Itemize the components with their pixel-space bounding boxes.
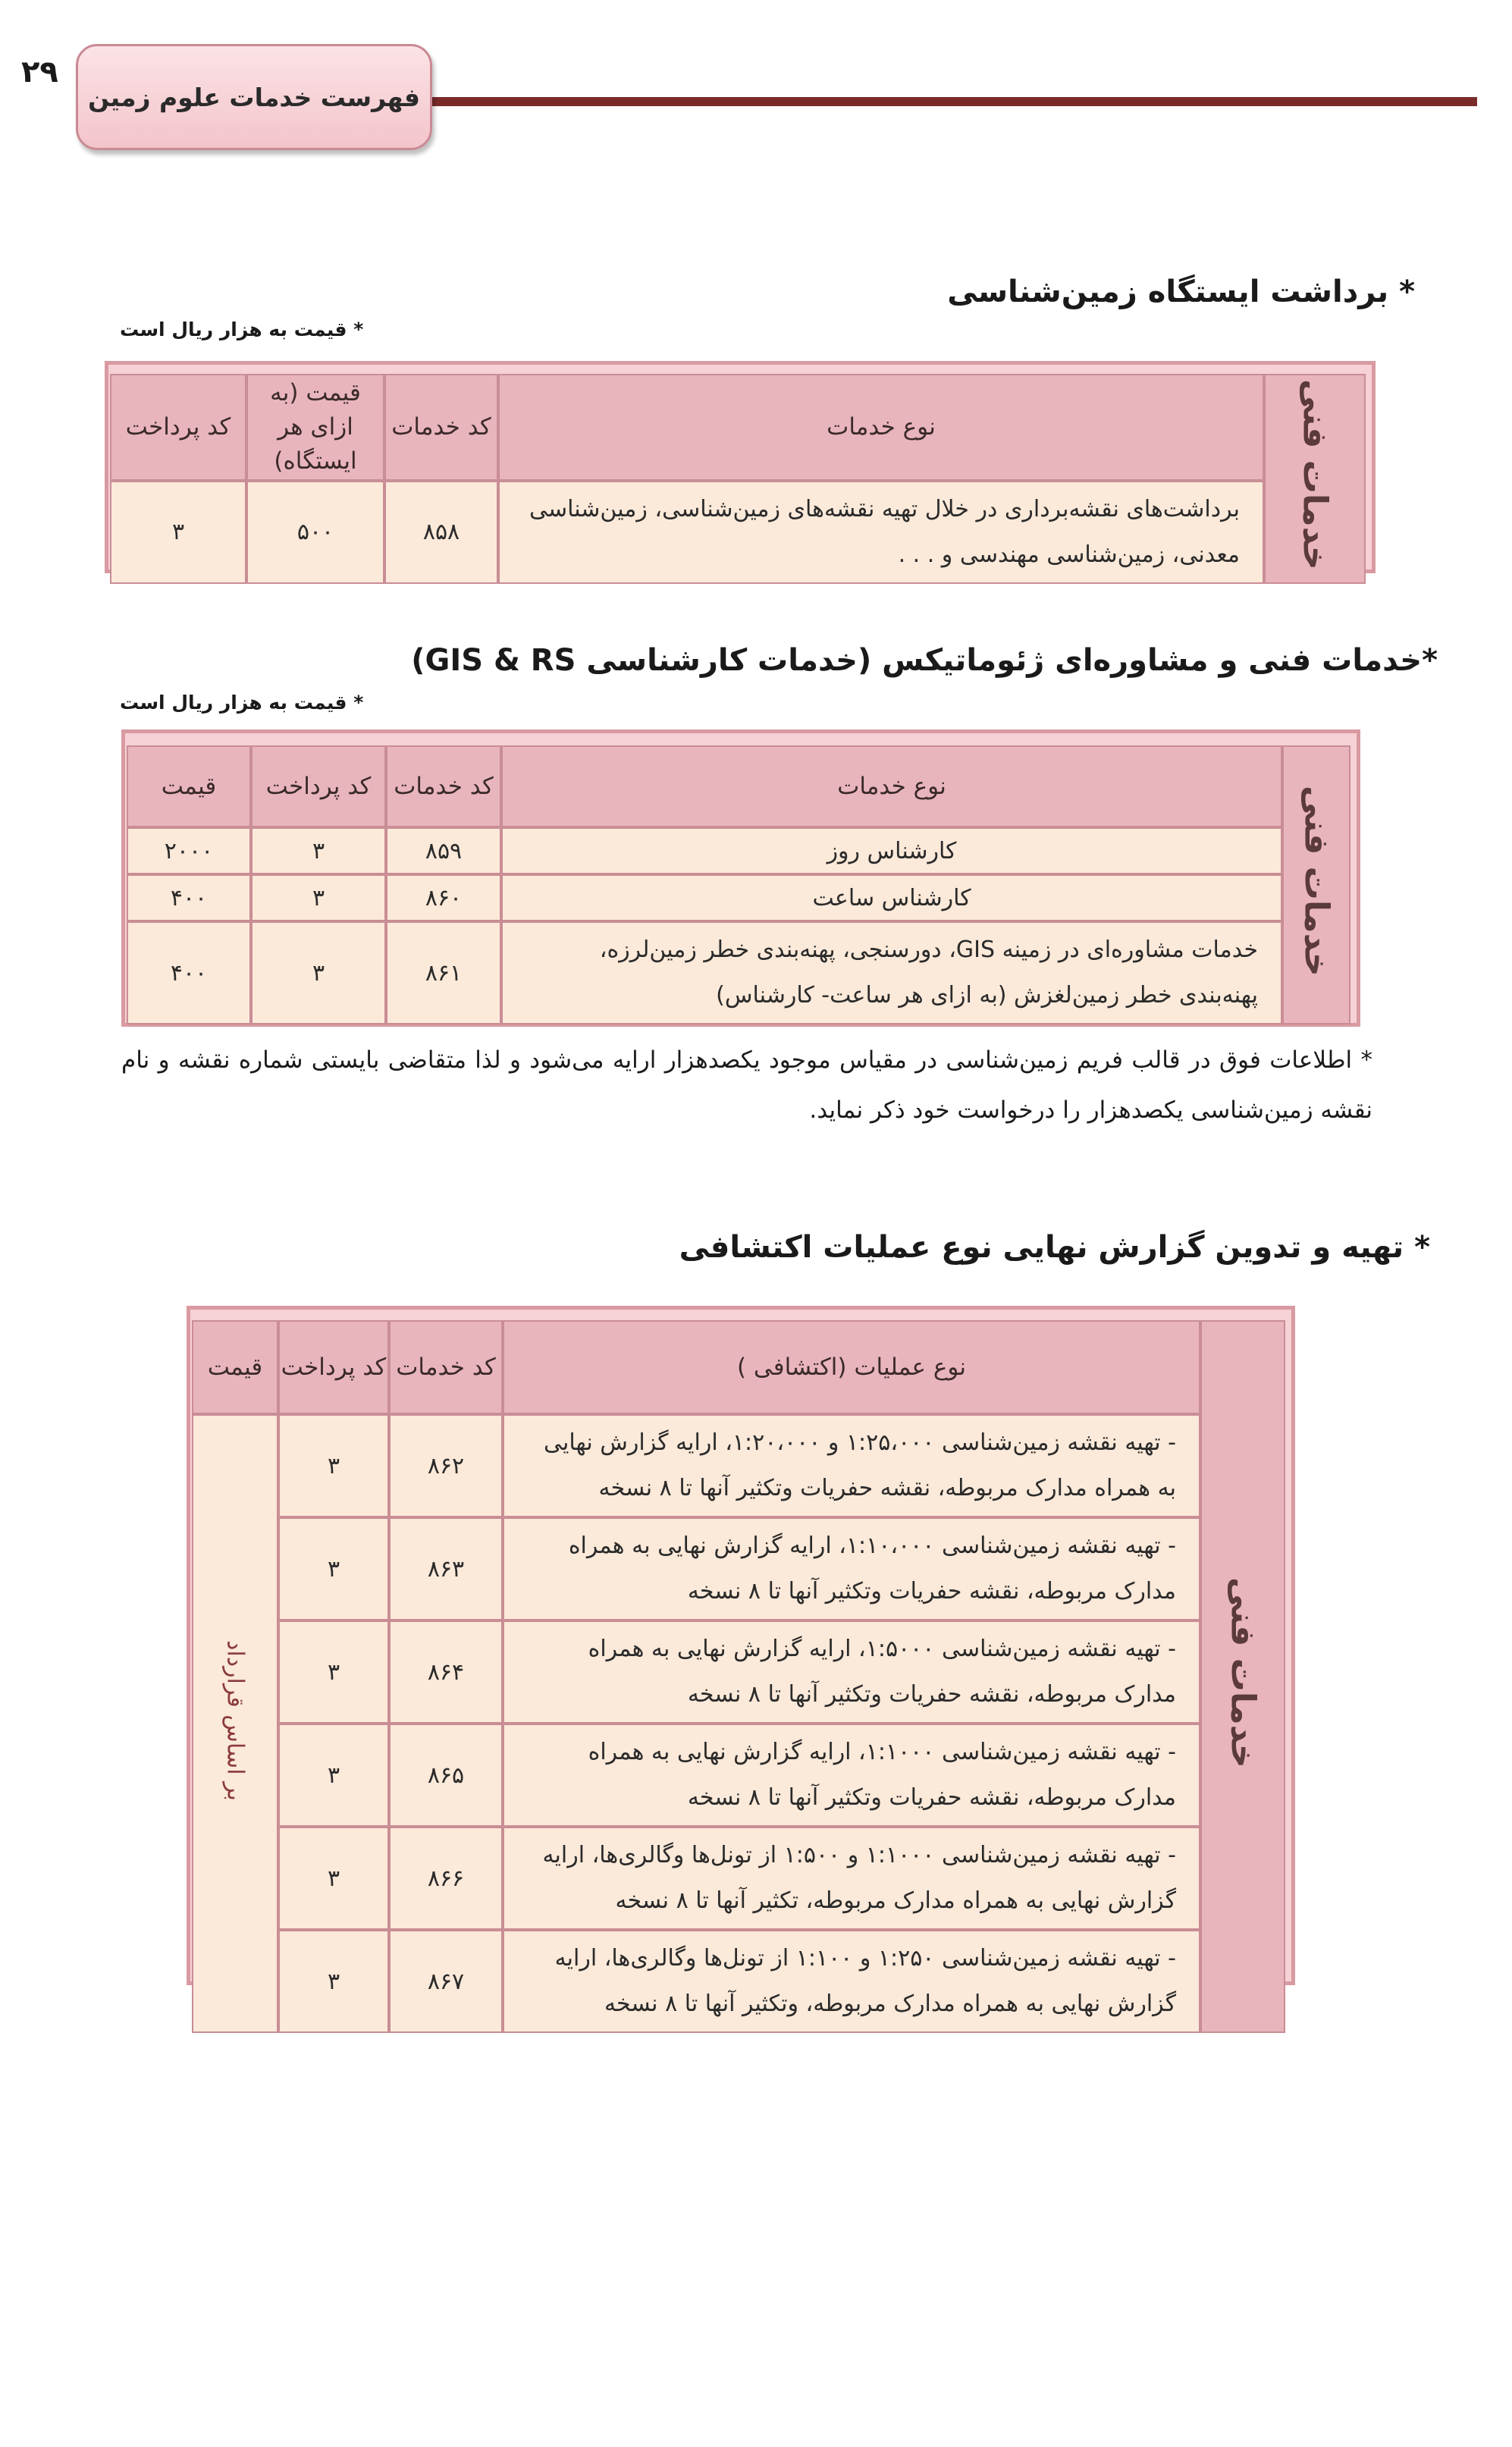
column-header-code: کد خدمات xyxy=(384,374,498,481)
section2-table xyxy=(127,745,1350,1024)
section2-table-frame xyxy=(121,729,1360,1027)
column-header-code: کد خدمات xyxy=(389,1320,503,1414)
section3-table xyxy=(192,1320,1285,2033)
table-row: - تهیه نقشه زمین‌شناسی ۱:۵۰۰۰، ارایه گزارش نهایی به همراه مدارک مربوطه، نقشه حفریات وتکثیر آنها تا ۸ نسخه ۸۶۴ ۳ xyxy=(192,1620,1285,1724)
table-row: خدمات مشاوره‌ای در زمینه GIS، دورسنجی، پهنه‌بندی خطر زمین‌لرزه، پهنه‌بندی خطر زمین‌لغزش (به ازای هر ساعت- کارشناس) ۸۶۱ ۳ ۴۰۰ xyxy=(127,921,1350,1024)
table-row: برداشت‌های نقشه‌برداری در خلال تهیه نقشه‌های زمین‌شناسی، زمین‌شناسی معدنی، زمین‌شناسی مهندسی و . . . ۸۵۸ ۵۰۰ ۳ xyxy=(110,481,1366,584)
section3-title: * تهیه و تدوین گزارش نهایی نوع عملیات اکتشافی xyxy=(679,1230,1430,1265)
section1-price-note: * قیمت به هزار ریال است xyxy=(120,318,364,340)
table-row: - تهیه نقشه زمین‌شناسی ۱:۱۰۰۰ و ۱:۵۰۰ از تونل‌ها وگالری‌ها، ارایه گزارش نهایی به همراه مدارک مربوطه، تکثیر آنها تا ۸ نسخه ۸۶۶ ۳ xyxy=(192,1827,1285,1930)
section2-side-label: خدمات فنی xyxy=(1282,745,1350,1024)
column-header-type: نوع خدمات xyxy=(498,374,1264,481)
page-number: ۲۹ xyxy=(21,55,58,89)
table-row: - تهیه نقشه زمین‌شناسی ۱:۲۵،۰۰۰ و ۱:۲۰،۰۰۰، ارایه گزارش نهایی به همراه مدارک مربوطه، نقشه حفریات وتکثیر آنها تا ۸ نسخه ۸۶۲ ۳ بر اساس قرارداد xyxy=(192,1414,1285,1517)
section2-title: *خدمات فنی و مشاوره‌ای ژئوماتیکس (خدمات کارشناسی GIS & RS) xyxy=(411,643,1438,678)
table-row: کارشناس روز ۸۵۹ ۳ ۲۰۰۰ xyxy=(127,827,1350,874)
column-header-pay: کد پرداخت xyxy=(278,1320,389,1414)
price-merged-cell: بر اساس قرارداد xyxy=(192,1414,278,2033)
column-header-type: نوع عملیات (اکتشافی ) xyxy=(503,1320,1200,1414)
header-title: فهرست خدمات علوم زمین xyxy=(76,44,432,150)
column-header-pay: کد پرداخت xyxy=(251,745,386,827)
section1-title: * برداشت ایستگاه زمین‌شناسی xyxy=(947,275,1415,309)
section2-footnote: * اطلاعات فوق در قالب فریم زمین‌شناسی در مقیاس موجود یکصدهزار ارایه می‌شود و لذا متقاضی بایستی شماره نقشه و نام نقشه زمین‌شناسی یکصدهزار را درخواست خود ذکر نماید. xyxy=(121,1046,1372,1124)
column-header-price: قیمت (به ازای هر ایستگاه) xyxy=(246,374,384,481)
column-header-code: کد خدمات xyxy=(386,745,501,827)
table-row: - تهیه نقشه زمین‌شناسی ۱:۲۵۰ و ۱:۱۰۰ از تونل‌ها وگالری‌ها، ارایه گزارش نهایی به همراه مدارک مربوطه، وتکثیر آنها تا ۸ نسخه ۸۶۷ ۳ xyxy=(192,1930,1285,2033)
table-row: - تهیه نقشه زمین‌شناسی ۱:۱۰۰۰، ارایه گزارش نهایی به همراه مدارک مربوطه، نقشه حفریات وتکثیر آنها تا ۸ نسخه ۸۶۵ ۳ xyxy=(192,1724,1285,1827)
section1-table xyxy=(110,374,1366,584)
section3-table-frame xyxy=(187,1306,1295,2017)
header-rule xyxy=(432,97,1477,106)
column-header-price: قیمت xyxy=(192,1320,278,1414)
table-row: - تهیه نقشه زمین‌شناسی ۱:۱۰،۰۰۰، ارایه گزارش نهایی به همراه مدارک مربوطه، نقشه حفریات وتکثیر آنها تا ۸ نسخه ۸۶۳ ۳ xyxy=(192,1517,1285,1620)
column-header-price: قیمت xyxy=(127,745,251,827)
section3-side-label: خدمات فنی xyxy=(1200,1320,1285,2033)
column-header-pay: کد پرداخت xyxy=(110,374,246,481)
table-row: کارشناس ساعت ۸۶۰ ۳ ۴۰۰ xyxy=(127,874,1350,921)
section1-side-label: خدمات فنی xyxy=(1264,374,1366,584)
section1-table-frame xyxy=(105,361,1376,573)
column-header-type: نوع خدمات xyxy=(501,745,1282,827)
section2-price-note: * قیمت به هزار ریال است xyxy=(120,692,364,714)
